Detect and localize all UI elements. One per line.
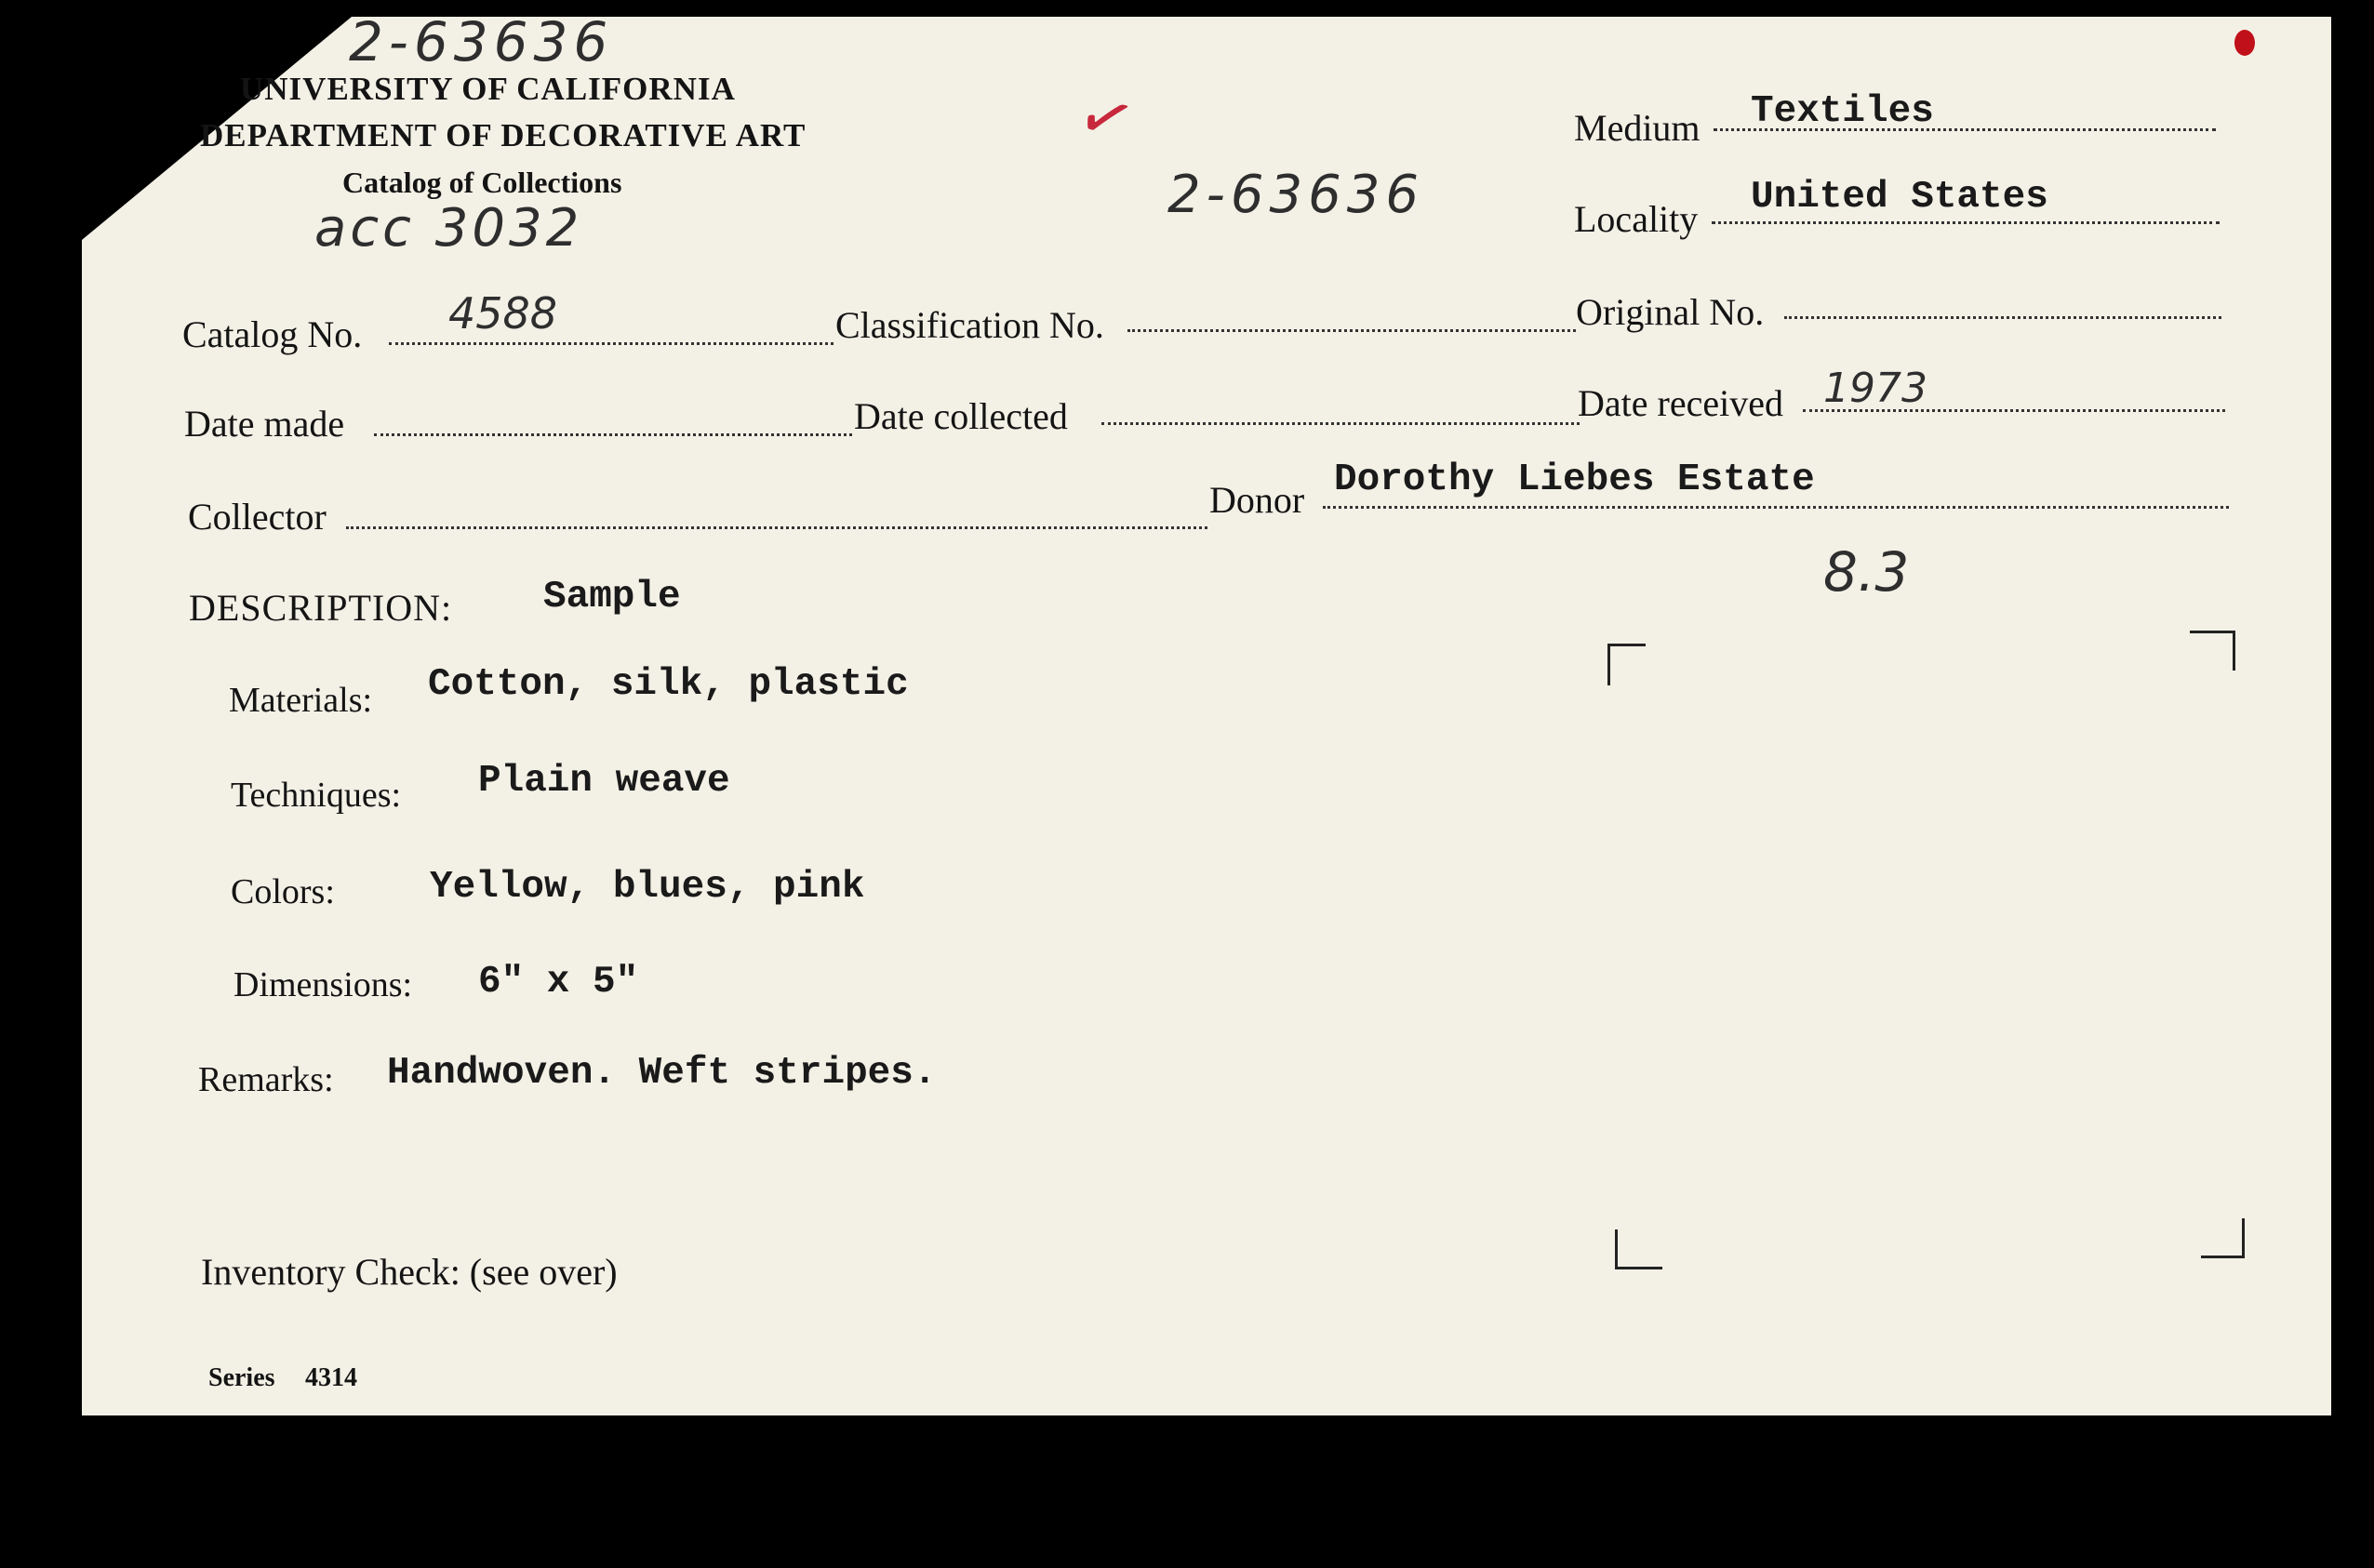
- red-check-mark: ✓: [1067, 73, 1145, 164]
- corner-mark-bottom-left: [1615, 1229, 1662, 1269]
- materials-value: Cotton, silk, plastic: [428, 663, 909, 706]
- locality-value: United States: [1751, 176, 2048, 219]
- date-collected-label: Date collected: [854, 395, 1068, 437]
- corner-mark-bottom-right: [2201, 1218, 2245, 1258]
- catalog-subtitle: Catalog of Collections: [342, 166, 622, 199]
- original-no-label: Original No.: [1576, 291, 1765, 333]
- handwritten-object-number: 2-63636: [1167, 165, 1424, 225]
- donor-label: Donor: [1209, 479, 1305, 521]
- inventory-check: Inventory Check: (see over): [201, 1251, 618, 1293]
- date-received-value: 1973: [1823, 365, 1927, 412]
- department-name: DEPARTMENT OF DECORATIVE ART: [200, 117, 807, 153]
- techniques-label: Techniques:: [231, 776, 402, 815]
- materials-label: Materials:: [229, 681, 373, 720]
- catalog-no-label: Catalog No.: [182, 313, 363, 355]
- medium-label: Medium: [1574, 107, 1700, 149]
- handwritten-top-number: 2-63636: [349, 10, 614, 73]
- colors-value: Yellow, blues, pink: [430, 866, 865, 909]
- catalog-no-value: 4588: [448, 288, 558, 339]
- remarks-label: Remarks:: [198, 1060, 334, 1099]
- remarks-value: Handwoven. Weft stripes.: [387, 1052, 937, 1095]
- corner-mark-top-left: [1607, 644, 1646, 685]
- red-dot: [2234, 30, 2255, 56]
- techniques-value: Plain weave: [478, 760, 730, 803]
- medium-value: Textiles: [1751, 90, 1934, 133]
- corner-mark-top-right: [2190, 631, 2235, 671]
- collector-label: Collector: [188, 496, 327, 538]
- handwritten-annotation: 8.3: [1823, 540, 1910, 604]
- dimensions-value: 6" x 5": [478, 961, 639, 1003]
- series-label: Series: [208, 1363, 275, 1392]
- description-label: DESCRIPTION:: [189, 587, 453, 629]
- locality-label: Locality: [1574, 198, 1699, 240]
- dimensions-label: Dimensions:: [233, 965, 413, 1004]
- colors-label: Colors:: [231, 872, 335, 911]
- date-received-label: Date received: [1578, 382, 1783, 424]
- series-number: 4314: [305, 1363, 357, 1392]
- institution-name: UNIVERSITY OF CALIFORNIA: [240, 71, 736, 107]
- classification-no-label: Classification No.: [835, 304, 1104, 346]
- accession-number: acc 3032: [314, 198, 583, 259]
- donor-value: Dorothy Liebes Estate: [1334, 458, 1815, 501]
- date-made-label: Date made: [184, 403, 345, 445]
- description-value: Sample: [543, 576, 681, 618]
